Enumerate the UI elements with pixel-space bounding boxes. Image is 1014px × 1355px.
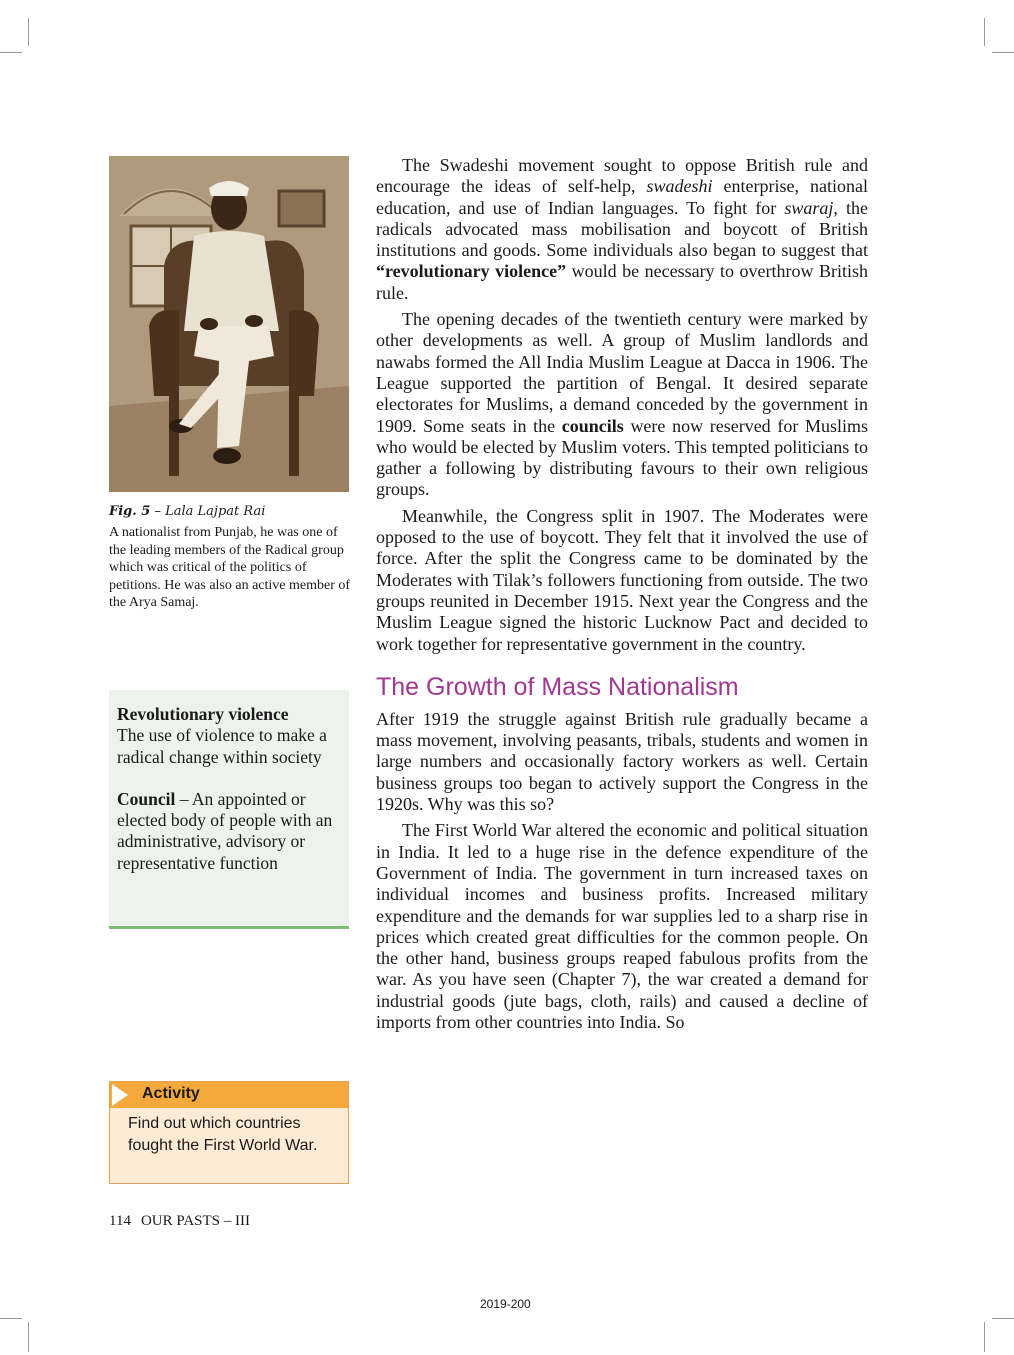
crop-mark: [28, 18, 29, 46]
text-run: enterprise, national education, and use of Indian languages. To fight for: [376, 176, 868, 218]
glossary-entry: [117, 704, 345, 768]
glossary-entry: [117, 789, 345, 874]
activity-header: [110, 1082, 348, 1108]
year-stamp: 2019-200: [480, 1297, 531, 1311]
figure-title-text: – Lala Lajpat Rai: [150, 504, 266, 519]
text-run: were now reserved for Muslims who would be elected by Muslim voters. This tempted politicians to gather a following by distributing favours to their own religious groups.: [376, 415, 868, 500]
activity-label: Activity: [142, 1085, 200, 1102]
activity-box: [109, 1081, 349, 1184]
paragraph: Meanwhile, the Congress split in 1907. The Moderates were opposed to the use of boycott. They felt that it involved the use of force. After the split the Congress came to be dominated by the Moderates with Tilak’s followers functioning from outside. The two groups reunited in December 1915. Next year the Congress and the Muslim League signed the historic Lucknow Pact and decided to work together for representative government in the country.: [376, 505, 868, 654]
text-run-italic: swadeshi: [646, 176, 713, 197]
activity-text: Find out which countries fought the First World War.: [128, 1115, 318, 1154]
glossary-term: Council: [117, 788, 176, 809]
figure-caption: A nationalist from Punjab, he was one of the leading members of the Radical group which was critical of the politics of petitions. He was also an active member of the Arya Samaj.: [109, 525, 351, 610]
figure-title: [109, 504, 354, 519]
text-run: The opening decades of the twentieth century were marked by other developments as well. A group of Muslim landlords and nawabs formed the All India Muslim League at Dacca in 1906. The League supported the partition of Bengal. It desired separate electorates for Muslims, a demand conceded by the government in 1909. Some seats in the: [376, 309, 868, 436]
figure-label: Fig. 5: [109, 504, 151, 519]
page-footer: [109, 1213, 250, 1230]
page-number: 114: [109, 1213, 131, 1229]
crop-mark: [984, 1322, 985, 1352]
key-term: councils: [561, 415, 624, 436]
book-title: OUR PASTS – III: [140, 1213, 251, 1229]
glossary-term: Revolutionary violence: [117, 704, 289, 724]
section-heading: The Growth of Mass Nationalism: [376, 672, 739, 701]
crop-mark: [984, 18, 985, 46]
paragraph: [376, 155, 868, 304]
crop-mark: [992, 52, 1014, 53]
key-term: “revolutionary violence”: [376, 261, 567, 282]
glossary-box: [109, 690, 349, 929]
paragraph: After 1919 the struggle against British rule gradually became a mass movement, involving peasants, tribals, students and women in large numbers and occasionally factory workers as well. Certain business groups too began to actively support the Congress in the 1920s. Why was this so?: [376, 708, 868, 815]
main-text: [376, 155, 868, 1033]
text-run: The Swadeshi movement sought to oppose British rule and encourage the ideas of self-help,: [376, 155, 868, 197]
text-run-italic: swaraj: [784, 197, 834, 218]
glossary-definition: – An appointed or elected body of people with an administrative, advisory or representative function: [117, 788, 333, 873]
paragraph: [376, 309, 868, 501]
glossary-definition: The use of violence to make a radical change within society: [117, 725, 327, 767]
portrait-photo: [109, 156, 349, 492]
crop-mark: [28, 1322, 29, 1352]
text-run: would be necessary to overthrow British rule.: [376, 261, 869, 303]
crop-mark: [0, 1318, 22, 1319]
crop-mark: [992, 1318, 1014, 1319]
crop-mark: [0, 52, 22, 53]
paragraph: The First World War altered the economic and political situation in India. It led to a huge rise in the defence expenditure of the Government of India. The government in turn increased taxes on individual incomes and business profits. Increased military expenditure and the demands for war supplies led to a sharp rise in prices which created great difficulties for the common people. On the other hand, business groups reaped fabulous profits from the war. As you have seen (Chapter 7), the war created a demand for industrial goods (jute bags, cloth, rails) and caused a decline of imports from other countries into India. So: [376, 820, 868, 1032]
arrow-right-icon: [112, 1084, 128, 1106]
text-run: , the radicals advocated mass mobilisation and boycott of British institutions and goods. Some individuals also began to suggest that: [376, 197, 868, 261]
